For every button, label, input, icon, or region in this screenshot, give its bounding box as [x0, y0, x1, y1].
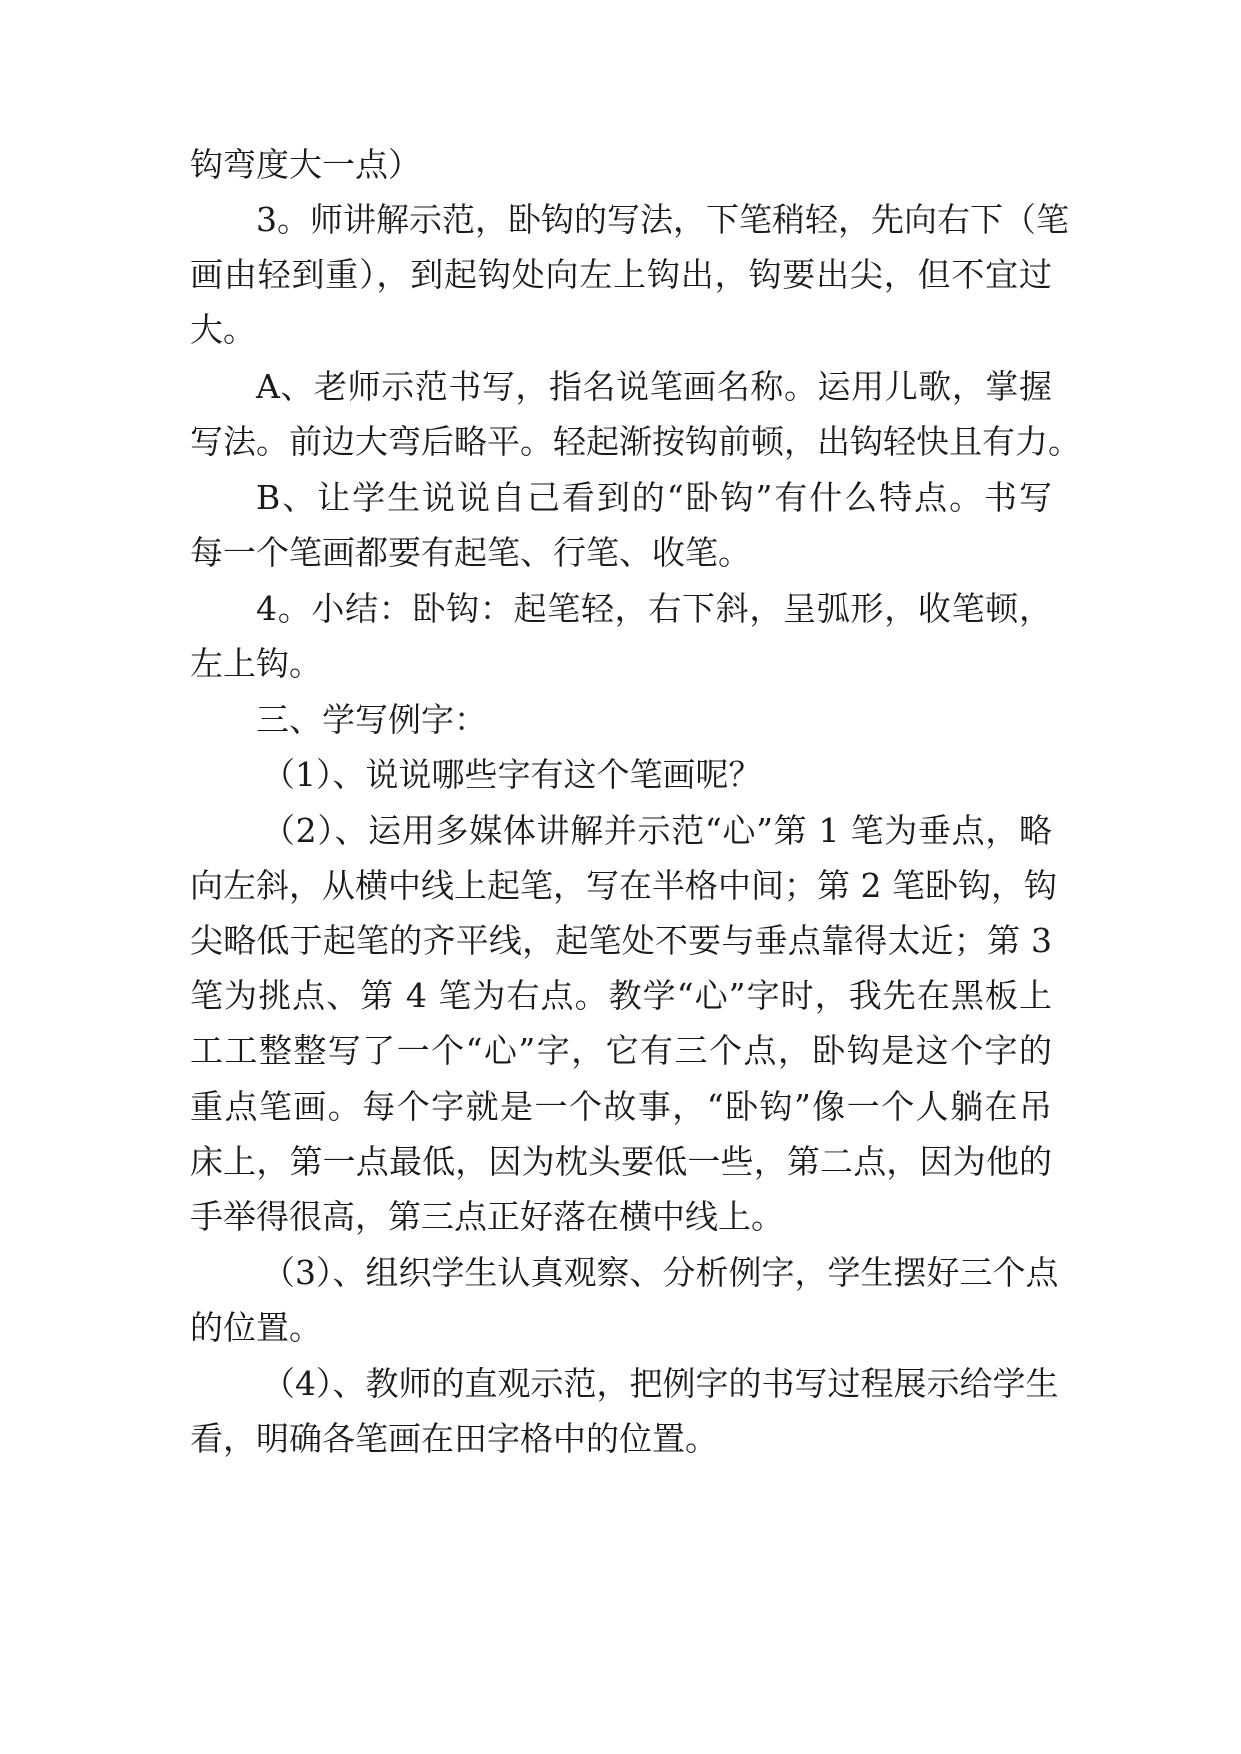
text-line: 3。师讲解示范，卧钩的写法，下笔稍轻，先向右下（笔 [256, 200, 1069, 239]
text-line: 的位置。 [190, 1308, 322, 1347]
text-line: 工工整整写了一个“心”字，它有三个点，卧钩是这个字的 [190, 1031, 1052, 1070]
text-line: B、让学生说说自己看到的“卧钩”有什么特点。书写 [256, 478, 1052, 517]
text-line: 钩弯度大一点） [190, 145, 421, 184]
text-line: （1）、说说哪些字有这个笔画呢？ [262, 755, 762, 794]
text-line: 手举得很高，第三点正好落在横中线上。 [190, 1197, 784, 1236]
text-line: 笔为挑点、第 4 笔为右点。教学“心”字时，我先在黑板上 [190, 976, 1052, 1015]
section-heading: 三、学写例字： [256, 700, 487, 739]
text-line: 尖略低于起笔的齐平线，起笔处不要与垂点靠得太近；第 3 [190, 921, 1052, 960]
text-line: 向左斜，从横中线上起笔，写在半格中间；第 2 笔卧钩，钩 [190, 866, 1057, 905]
text-line: 床上，第一点最低，因为枕头要低一些，第二点，因为他的 [190, 1142, 1052, 1181]
text-line: 每一个笔画都要有起笔、行笔、收笔。 [190, 533, 751, 572]
text-line: 画由轻到重），到起钩处向左上钩出，钩要出尖，但不宜过 [190, 255, 1052, 294]
text-line: 重点笔画。每个字就是一个故事，“卧钩”像一个人躺在吊 [190, 1087, 1052, 1126]
text-line: （3）、组织学生认真观察、分析例字，学生摆好三个点 [262, 1253, 1059, 1292]
text-line: 4。小结：卧钩：起笔轻，右下斜，呈弧形，收笔顿， [256, 589, 1052, 628]
text-line: 看，明确各笔画在田字格中的位置。 [190, 1419, 718, 1458]
text-line: A、老师示范书写，指名说笔画名称。运用儿歌，掌握 [256, 367, 1052, 406]
text-line: 左上钩。 [190, 644, 322, 683]
text-line: 写法。前边大弯后略平。轻起渐按钩前顿，出钩轻快且有力。 [190, 422, 1081, 461]
text-line: （2）、运用多媒体讲解并示范“心”第 1 笔为垂点，略 [262, 811, 1052, 850]
text-line: （4）、教师的直观示范，把例字的书写过程展示给学生 [262, 1364, 1059, 1403]
text-line: 大。 [190, 310, 256, 349]
